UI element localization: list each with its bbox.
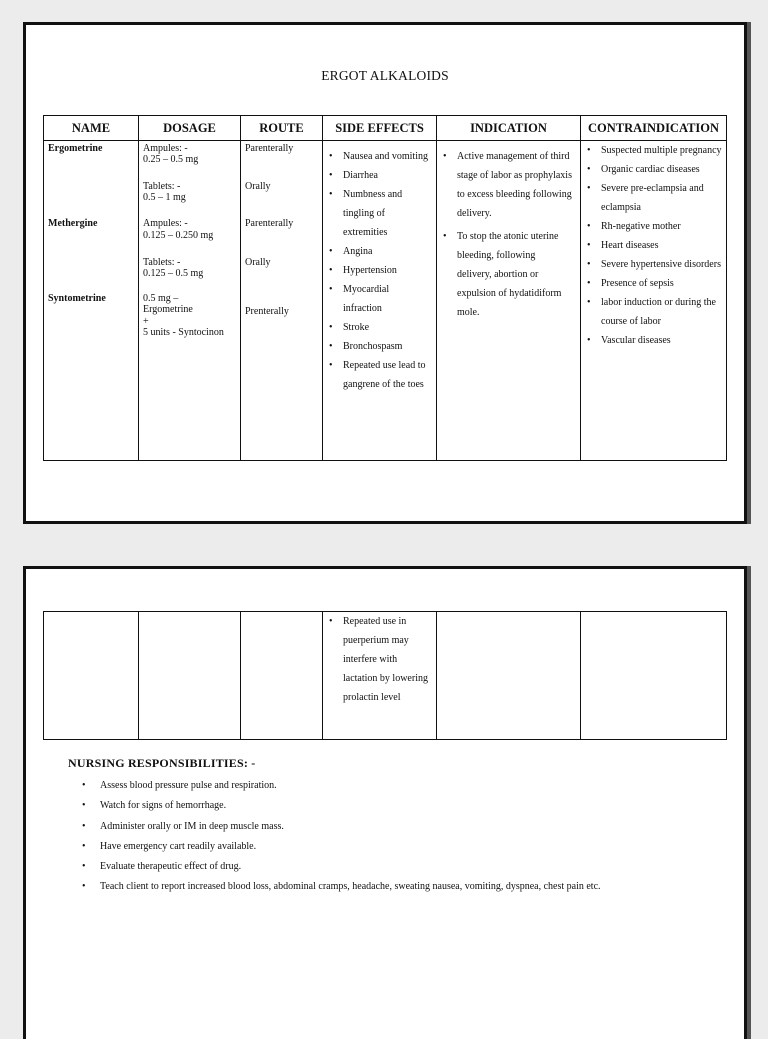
indication-cell [437,612,581,740]
dosage-text: + [143,316,149,327]
list-item: • Evaluate therapeutic effect of drug. [78,857,601,877]
list-item: • Administer orally or IM in deep muscle mass. [78,817,601,837]
indication-list [437,147,580,322]
dosage-cell [139,612,241,740]
list-item: • labor induction or during the course of labor [581,293,722,331]
document-page-1 [23,22,747,524]
list-item: • Rh-negative mother [581,217,722,236]
header-side-effects: SIDE EFFECTS [323,116,437,141]
side-effects-cell [323,612,437,740]
route-text: Parenterally [245,218,294,229]
dosage-text: 0.5 mg – [143,293,179,304]
dosage-text: Ampules: - [143,218,188,229]
table-header-row [44,116,727,141]
route-text: Orally [245,181,271,192]
drug-name-syntometrine: Syntometrine [48,293,106,304]
list-item: • Nausea and vomiting [323,147,430,166]
list-item: • Bronchospasm [323,337,430,356]
list-item: • Repeated use lead to gangrene of the toes [323,356,430,394]
list-item: • Presence of sepsis [581,274,722,293]
contraindication-list [581,141,726,350]
nursing-heading: NURSING RESPONSIBILITIES: - [68,756,256,770]
indication-cell [437,141,581,461]
list-item: • Stroke [323,318,430,337]
list-item: • Vascular diseases [581,331,722,350]
dosage-text: 0.25 – 0.5 mg [143,154,199,165]
table-row [44,141,727,461]
list-item: • Have emergency cart readily available. [78,837,601,857]
table-row [44,612,727,740]
side-effects-cell [323,141,437,461]
dosage-text: Ergometrine [143,304,193,315]
dosage-text: 0.125 – 0.5 mg [143,268,204,279]
dosage-text: Ampules: - [143,143,188,154]
header-route: ROUTE [241,116,323,141]
contraindication-cell [581,612,727,740]
route-text: Orally [245,257,271,268]
list-item: • Repeated use in puerperium may interfere with lactation by lowering prolactin level [323,612,432,707]
list-item: • Organic cardiac diseases [581,160,722,179]
drug-table-continued [43,611,727,740]
list-item: • Numbness and tingling of extremities [323,185,430,242]
drug-name-ergometrine: Ergometrine [48,143,103,154]
route-cell [241,612,323,740]
list-item: • Severe hypertensive disorders [581,255,722,274]
header-indication: INDICATION [437,116,581,141]
contraindication-cell [581,141,727,461]
header-contraindication: CONTRAINDICATION [581,116,727,141]
dosage-text: 0.125 – 0.250 mg [143,230,214,241]
list-item: • Teach client to report increased blood loss, abdominal cramps, headache, sweating nausea, vomiting, dyspnea, chest pain etc. [78,877,601,897]
route-cell [241,141,323,461]
list-item: • Active management of third stage of labor as prophylaxis to excess bleeding following delivery. [437,147,572,223]
page-title: ERGOT ALKALOIDS [321,68,449,83]
route-text: Prenterally [245,306,289,317]
side-effects-list [323,147,436,394]
list-item: • Watch for signs of hemorrhage. [78,796,601,816]
drug-table [43,115,727,461]
dosage-text: Tablets: - [143,257,181,268]
list-item: • Assess blood pressure pulse and respiration. [78,776,601,796]
drug-name-methergine: Methergine [48,218,98,229]
header-dosage: DOSAGE [139,116,241,141]
side-effects-list [323,612,436,707]
list-item: • Diarrhea [323,166,430,185]
list-item: • To stop the atonic uterine bleeding, following delivery, abortion or expulsion of hydatidiform mole. [437,227,572,322]
name-cell [44,141,139,461]
list-item: • Heart diseases [581,236,722,255]
list-item: • Severe pre-eclampsia and eclampsia [581,179,722,217]
dosage-text: 0.5 – 1 mg [143,192,186,203]
dosage-cell [139,141,241,461]
route-text: Parenterally [245,143,294,154]
list-item: • Suspected multiple pregnancy [581,141,722,160]
header-name: NAME [44,116,139,141]
name-cell [44,612,139,740]
nursing-list [78,776,601,898]
dosage-text: Tablets: - [143,181,181,192]
document-page-2 [23,566,747,1039]
dosage-text: 5 units - Syntocinon [143,327,224,338]
list-item: • Angina [323,242,430,261]
list-item: • Hypertension [323,261,430,280]
list-item: • Myocardial infraction [323,280,430,318]
